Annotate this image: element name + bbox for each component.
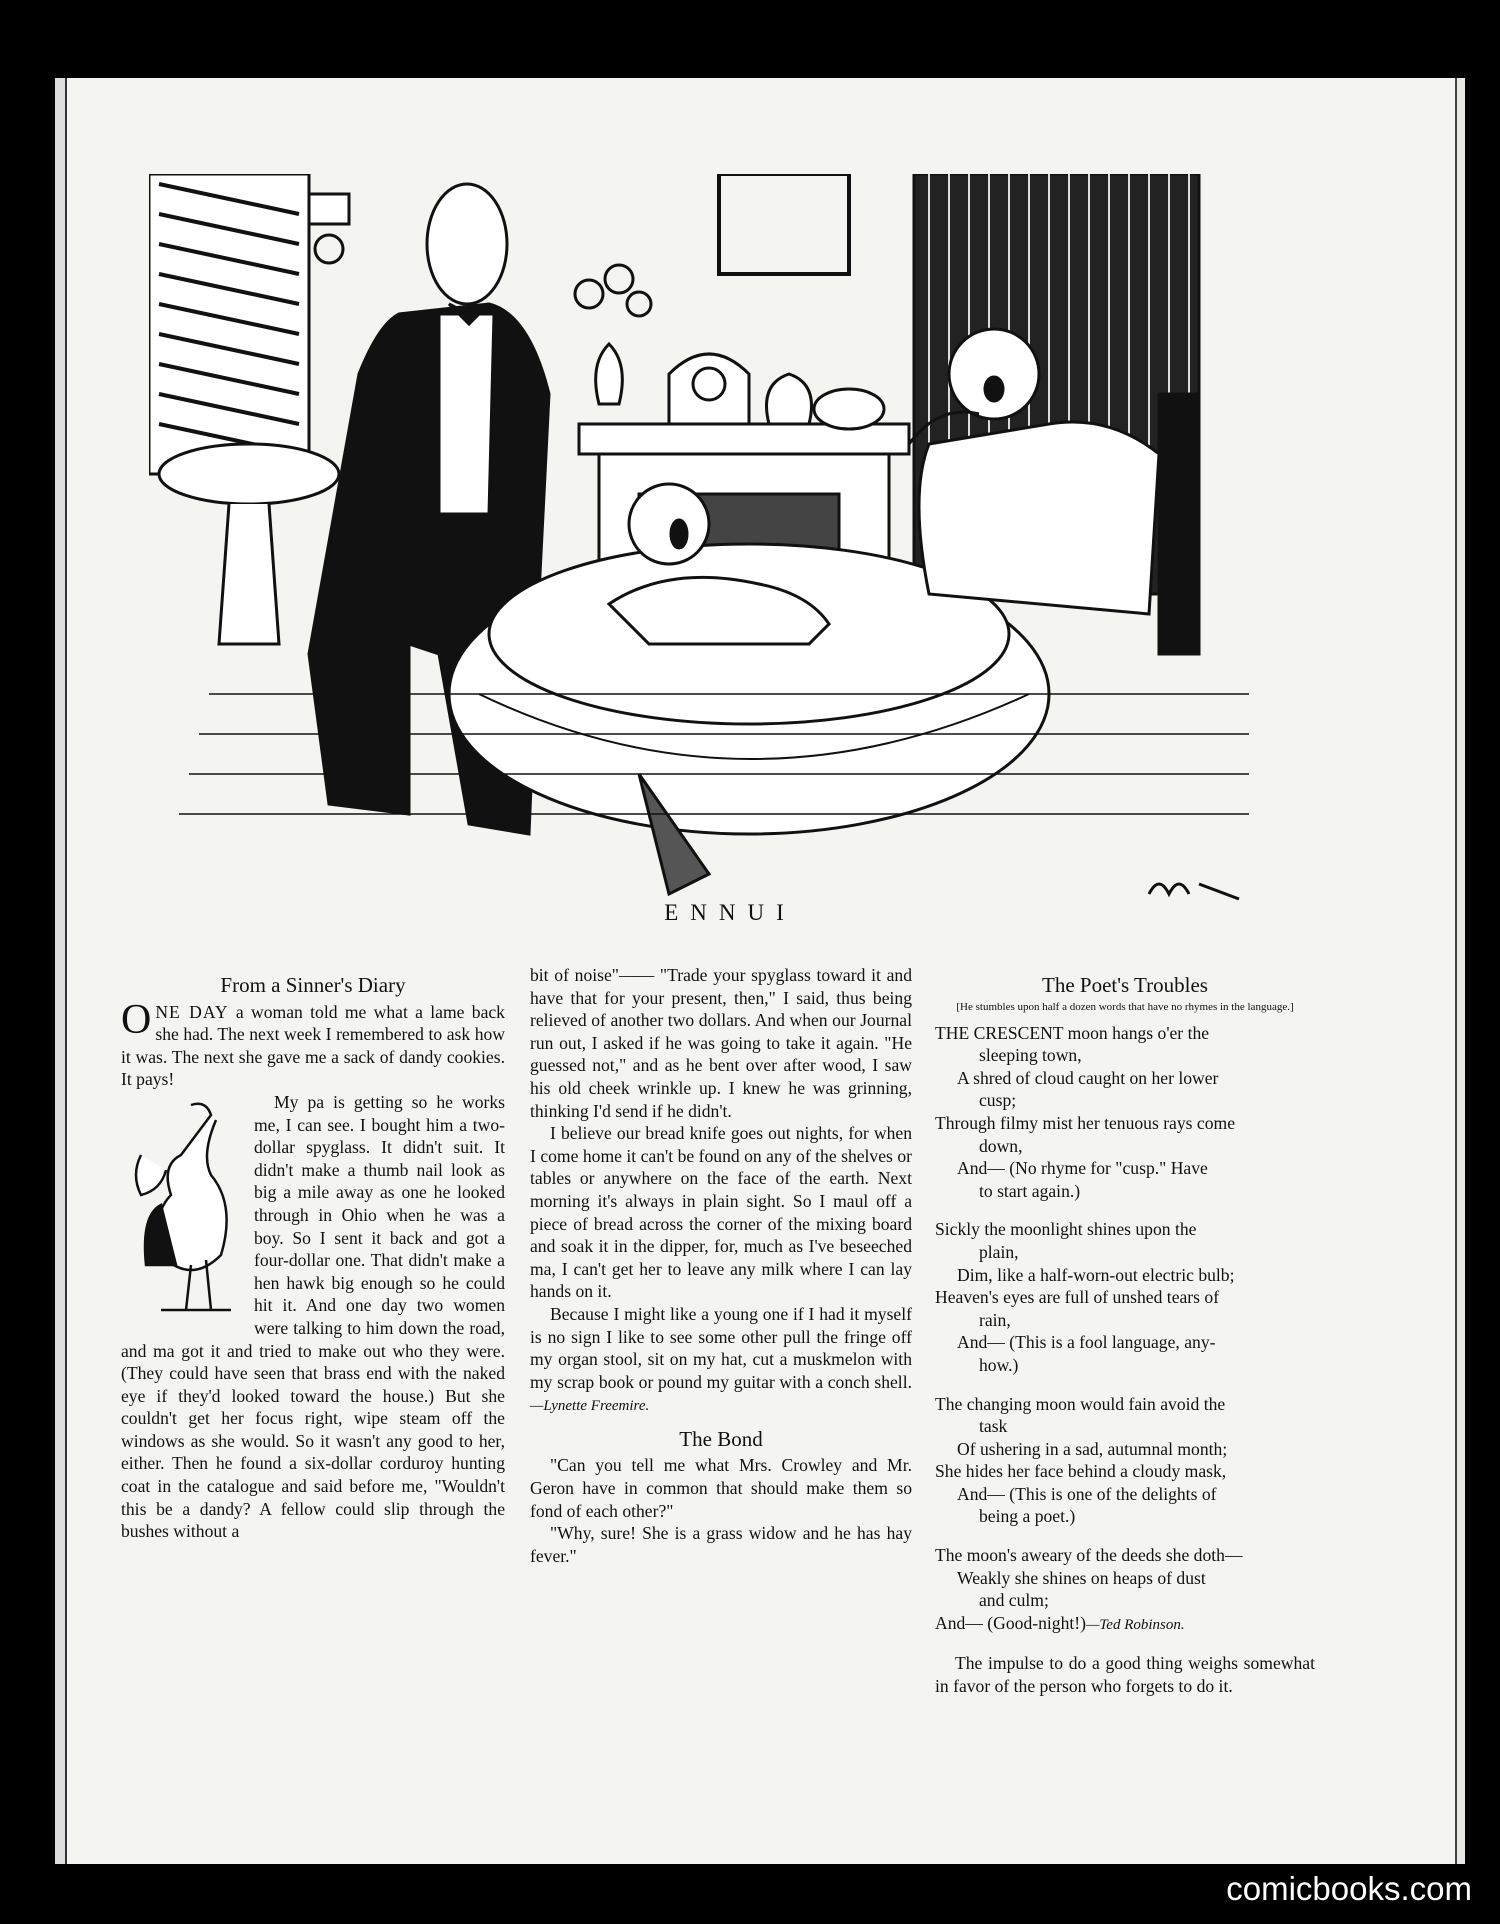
verse-line: And— (This is one of the delights of bbox=[957, 1483, 1217, 1504]
page-edge bbox=[1455, 78, 1465, 1864]
verse-line: Dim, like a half-worn-out electric bulb; bbox=[957, 1264, 1235, 1285]
verse-line: to start again.) bbox=[979, 1180, 1081, 1201]
article-heading-poets-troubles: The Poet's Troubles bbox=[1042, 973, 1208, 997]
drop-cap: O bbox=[121, 996, 152, 1043]
author-signature: —Lynette Freemire. bbox=[530, 1398, 650, 1415]
verse-line: cusp; bbox=[979, 1090, 1017, 1111]
verse-line: And— (No rhyme for "cusp." Have bbox=[957, 1158, 1208, 1179]
verse-line: down, bbox=[979, 1135, 1023, 1156]
verse-line bbox=[935, 1612, 1315, 1637]
lead-words: NE DAY bbox=[155, 1001, 229, 1022]
paragraph bbox=[530, 1303, 912, 1418]
verse-line: She hides her face behind a cloudy mask, bbox=[935, 1461, 1227, 1482]
author-signature: —Ted Robinson. bbox=[1086, 1616, 1185, 1633]
poem-stanza-3 bbox=[935, 1393, 1315, 1529]
paragraph: "Why, sure! She is a grass widow and he has hay fever." bbox=[530, 1523, 912, 1566]
paragraph: My pa is getting so he works me, I can see. I bought him a two-dollar spyglass. It didn't suit. It didn't make a thumb nail look as big a mile away as one he looked through in Ohio when he was a boy. So I sent it back and got a four-dollar one. That didn't make a hen hawk big enough so he could hit it. And one day two women were talking to him down the road, and ma got it and tried to make out who they were. (They could have seen that brass end with the naked eye if they'd looked toward the house.) But she couldn't get her focus right, wipe steam off the windows as she would. So it wasn't any good to her, either. Then he found a six-dollar corduroy hunting coat in the catalogue and said before me, "Wouldn't this be a dandy? A fellow could slip through the bushes without a bbox=[121, 1091, 505, 1542]
curtain-left bbox=[149, 174, 309, 474]
article-heading-bond: The Bond bbox=[679, 1426, 763, 1451]
verse-line: Through filmy mist her tenuous rays come bbox=[935, 1112, 1236, 1133]
verse-line: task bbox=[979, 1416, 1008, 1437]
poem-stanza-4 bbox=[935, 1544, 1315, 1636]
verse-line: A shred of cloud caught on her lower bbox=[957, 1067, 1219, 1088]
paragraph: "Can you tell me what Mrs. Crowley and Mr. Geron have in common that should make them so fond of each other?" bbox=[530, 1455, 912, 1521]
verse-line: plain, bbox=[979, 1241, 1019, 1262]
column-2 bbox=[530, 964, 912, 1567]
verse-line: Sickly the moonlight shines upon the bbox=[935, 1219, 1197, 1240]
verse-line: Weakly she shines on heaps of dust bbox=[957, 1567, 1206, 1588]
verse-line: rain, bbox=[979, 1309, 1011, 1330]
verse-line: how.) bbox=[979, 1354, 1019, 1375]
poem-stanza-2 bbox=[935, 1218, 1315, 1376]
paragraph-text: a woman told me what a lame back she had. The next week I remembered to ask how it was. The next she gave me a sack of dandy cookies. It pays! bbox=[121, 1001, 505, 1090]
verse-line: The changing moon would fain avoid the bbox=[935, 1393, 1226, 1414]
verse-line: THE CRESCENT moon hangs o'er the bbox=[935, 1022, 1210, 1043]
stork-illustration bbox=[121, 1095, 246, 1325]
paragraph: bit of noise"—— "Trade your spyglass toward it and have that for your present, then," I said, thus being relieved of another two dollars. And when our Journal run out, I asked if he was going to take it again. "He guessed not," and as he bent over after wood, I saw his old cheek wrinkle up. I knew he was grinning, thinking I'd send if he didn't. bbox=[530, 965, 912, 1121]
verse-line: Of ushering in a sad, autumnal month; bbox=[957, 1438, 1228, 1459]
artist-signature bbox=[1149, 884, 1239, 899]
paragraph bbox=[121, 996, 505, 1091]
poem-stanza-1 bbox=[935, 1022, 1315, 1203]
verse-line: sleeping town, bbox=[979, 1045, 1082, 1066]
verse-line: And— (This is a fool language, any- bbox=[957, 1332, 1216, 1353]
illustration-caption: ENNUI bbox=[664, 900, 796, 925]
column-1 bbox=[121, 964, 505, 1543]
verse-line: and culm; bbox=[979, 1590, 1049, 1611]
verse-line: Heaven's eyes are full of unshed tears of bbox=[935, 1287, 1220, 1308]
closing-paragraph: The impulse to do a good thing weighs somewhat in favor of the person who forgets to do it. bbox=[935, 1653, 1315, 1697]
article-heading-sinners-diary: From a Sinner's Diary bbox=[220, 973, 406, 997]
editor-note: [He stumbles upon half a dozen words that have no rhymes in the language.] bbox=[956, 1000, 1294, 1013]
verse-line: The moon's aweary of the deeds she doth— bbox=[935, 1545, 1243, 1566]
magazine-page bbox=[55, 78, 1465, 1864]
ennui-illustration bbox=[149, 174, 1299, 954]
site-watermark: comicbooks.com bbox=[1226, 1870, 1472, 1907]
page-spine bbox=[55, 78, 67, 1864]
verse-text: And— (Good-night!) bbox=[935, 1612, 1086, 1633]
paragraph-text: Because I might like a young one if I had it myself is no sign I like to see some other pull the fringe off my organ stool, sit on my hat, cut a muskmelon with my scrap book or pound my guitar with a conch shell. bbox=[530, 1303, 912, 1392]
paragraph: I believe our bread knife goes out nights, for when I come home it can't be found on any of the shelves or tables or anywhere on the face of the earth. Next morning it's always in plain sight. So I maul off a piece of bread across the corner of the mixing board and soak it in the dipper, for, much as I've beseeched ma, I can't get her to leave any milk where I can lay hands on it. bbox=[530, 1123, 912, 1302]
verse-line: being a poet.) bbox=[979, 1506, 1076, 1527]
column-3 bbox=[935, 964, 1315, 1698]
